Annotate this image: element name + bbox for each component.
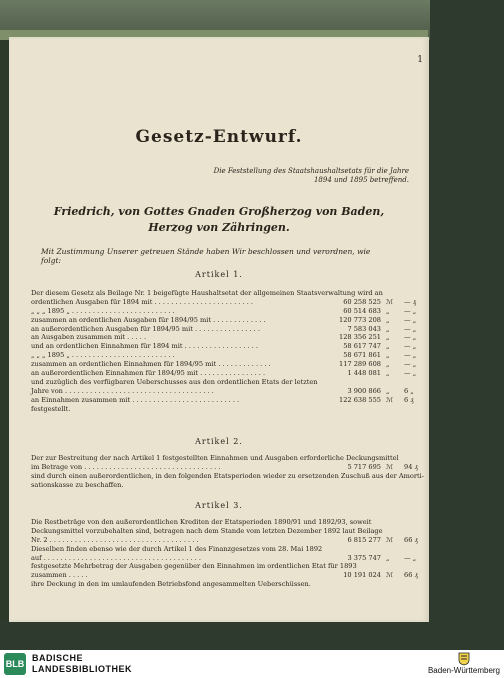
amount-unit: ℳ [386, 535, 394, 544]
article-3-line: ihre Deckung in den im umlaufenden Betriebsfond angesammelten Ueberschüssen. [31, 580, 311, 589]
article-2-body [31, 454, 424, 490]
title-note [199, 167, 409, 185]
article-1-row [31, 360, 417, 369]
article-2-title: Artikel 2. [195, 437, 243, 446]
article-3-body [31, 518, 418, 589]
blb-logo[interactable]: BLB [4, 653, 26, 675]
article-1-line: an außerordentlichen Einnahmen für 1894/95 mit . . . . . . . . . . . . . . . . [31, 369, 266, 378]
article-1-row [31, 297, 416, 307]
amount-subunit: — ₰ [404, 297, 416, 306]
article-1-title: Artikel 1. [195, 270, 243, 279]
viewer-footer [0, 650, 504, 678]
library-name[interactable] [32, 653, 132, 675]
amount: 120 773 208 [339, 315, 381, 324]
amount-unit: „ [386, 386, 390, 395]
article-3-line: Nr. 2 . . . . . . . . . . . . . . . . . . . . . . . . . . . . . . . . . . . . [31, 535, 199, 544]
amount-subunit: — „ [404, 306, 417, 315]
article-3-line: auf . . . . . . . . . . . . . . . . . . . . . . . . . . . . . . . . . . . . . . [31, 553, 201, 562]
amount: 122 638 555 [339, 395, 381, 404]
amount-subunit: 66 ₰ [404, 571, 418, 580]
article-1-line: Jahre von . . . . . . . . . . . . . . . . . . . . . . . . . . . . . . . . . . . . [31, 386, 214, 395]
article-1-line: und zuzüglich des verfügbaren Ueberschusses aus den ordentlichen Etats der letzten [31, 377, 318, 386]
document-title: Gesetz-Entwurf. [135, 127, 303, 147]
amount-unit: „ [386, 315, 390, 324]
amount-subunit: 94 ₰ [404, 462, 418, 471]
title-note-line: 1894 und 1895 betreffend. [313, 176, 409, 184]
article-1-row [31, 405, 411, 414]
amount: 128 356 251 [339, 333, 381, 342]
amount-subunit: — „ [404, 315, 417, 324]
article-1-line: Der diesem Gesetz als Beilage Nr. 1 beigefügte Haushaltsetat der allgemeinen Staatsverwaltung wird an [31, 289, 383, 297]
article-1-row [31, 333, 417, 342]
article-1-row [31, 395, 414, 405]
article-1-row [31, 369, 417, 378]
amount-unit: „ [386, 342, 390, 351]
article-1-row [31, 289, 411, 298]
amount-unit: „ [386, 351, 390, 360]
article-1-line: und an ordentlichen Einnahmen für 1894 mit . . . . . . . . . . . . . . . . . . [31, 342, 258, 351]
heading-line-2: Herzog von Zähringen. [148, 221, 290, 234]
amount: 60 258 525 [343, 297, 381, 306]
document-page [9, 37, 429, 622]
article-1-line: „ „ „ 1895 „ . . . . . . . . . . . . . . . . . . . . . . . . . [31, 351, 175, 360]
article-1-line: an Einnahmen zusammen mit . . . . . . . . . . . . . . . . . . . . . . . . . . [31, 395, 240, 404]
amount-unit: ℳ [386, 462, 394, 471]
amount: 7 583 043 [347, 324, 381, 333]
amount: 3 900 866 [347, 386, 381, 395]
amount-subunit: — „ [404, 351, 417, 360]
amount-unit: „ [386, 369, 390, 378]
amount-subunit: 6 ₰ [404, 395, 414, 404]
amount-subunit: — „ [404, 369, 417, 378]
article-1-row [31, 351, 417, 360]
amount-unit: „ [386, 553, 390, 562]
amount-subunit: — „ [404, 333, 417, 342]
article-1-line: an Ausgaben zusammen mit . . . . . [31, 333, 147, 342]
article-1-line: festgestellt. [31, 404, 71, 413]
article-1-row [31, 342, 417, 351]
amount-subunit: 6 „ [404, 386, 414, 395]
amount-unit: „ [386, 324, 390, 333]
amount-unit: „ [386, 360, 390, 369]
article-1-body [31, 289, 417, 413]
article-1-row [31, 378, 411, 387]
amount-subunit: — „ [404, 342, 417, 351]
article-1-line: zusammen an ordentlichen Einnahmen für 1894/95 mit . . . . . . . . . . . . . [31, 360, 271, 369]
article-2-line: Der zur Bestreitung der nach Artikel 1 festgestellten Einnahmen und Ausgaben erforderliche Deckungsmittel [31, 454, 399, 462]
article-2-line: sind durch einen außerordentlichen, in den folgenden Etatsperioden wieder zu ersetzenden Zuschuß aus der Amorti- [31, 471, 424, 480]
article-2-line: im Betrage von . . . . . . . . . . . . . . . . . . . . . . . . . . . . . . . . . [31, 462, 221, 471]
article-1-line: „ „ „ 1895 „ . . . . . . . . . . . . . . . . . . . . . . . . . [31, 306, 175, 315]
page-number: 1 [417, 55, 423, 65]
library-name-line: LANDESBIBLIOTHEK [32, 664, 132, 674]
amount: 5 717 695 [347, 462, 381, 471]
amount: 58 671 861 [343, 351, 381, 360]
amount-subunit: — „ [404, 324, 417, 333]
amount-subunit: — „ [404, 553, 417, 562]
amount: 60 514 683 [343, 306, 381, 315]
article-3-line: Die Restbeträge von den außerordentlichen Krediten der Etatsperioden 1890/91 und 1892/93, soweit [31, 518, 372, 526]
article-1-row [31, 315, 417, 325]
amount: 3 375 747 [347, 553, 381, 562]
article-3-line: Dieselben finden ebenso wie der durch Artikel 1 des Finanzgesetzes vom 28. Mai 1892 [31, 544, 323, 553]
library-name-line: BADISCHE [32, 653, 84, 663]
amount-unit: „ [386, 306, 390, 315]
article-2-line: sationskasse zu beschaffen. [31, 480, 124, 489]
article-1-line: zusammen an ordentlichen Ausgaben für 1894/95 mit . . . . . . . . . . . . . [31, 315, 266, 324]
amount-unit: ℳ [386, 571, 394, 580]
article-3-line: zusammen . . . . . [31, 571, 88, 580]
article-1-line: ordentlichen Ausgaben für 1894 mit . . . . . . . . . . . . . . . . . . . . . . . . [31, 297, 253, 306]
article-1-line: an außerordentlichen Ausgaben für 1894/95 mit . . . . . . . . . . . . . . . . [31, 324, 260, 333]
amount-unit: ℳ [386, 395, 394, 404]
amount: 10 191 024 [343, 571, 381, 580]
amount-unit: „ [386, 333, 390, 342]
amount: 58 617 747 [343, 342, 381, 351]
article-1-row [31, 306, 417, 316]
amount: 1 448 081 [347, 369, 381, 378]
amount-subunit: — „ [404, 360, 417, 369]
article-1-row [31, 324, 417, 334]
heading-line-1: Friedrich, von Gottes Gnaden Großherzog von Baden, [53, 205, 385, 218]
amount: 117 289 608 [339, 360, 381, 369]
amount: 6 815 277 [347, 535, 381, 544]
partner-name[interactable]: Baden-Württemberg [427, 666, 500, 675]
title-note-line: Die Feststellung des Staatshaushaltsetats für die Jahre [213, 167, 409, 175]
coat-of-arms-icon [458, 652, 470, 666]
article-3-line: Deckungsmittel vorzubehalten sind, betragen nach dem Stande vom letzten Dezember 1892 laut Beilage [31, 526, 383, 535]
amount-subunit: 66 ₰ [404, 535, 418, 544]
article-3-title: Artikel 3. [195, 501, 243, 510]
intro-text: Mit Zustimmung Unserer getreuen Stände haben Wir beschlossen und verordnen, wie folgt: [41, 247, 371, 265]
article-3-line: festgesetzte Mehrbetrag der Ausgaben gegenüber den Einnahmen im ordentlichen Etat für 1893 [31, 562, 357, 571]
article-1-row [31, 386, 414, 396]
amount-unit: ℳ [386, 297, 394, 306]
